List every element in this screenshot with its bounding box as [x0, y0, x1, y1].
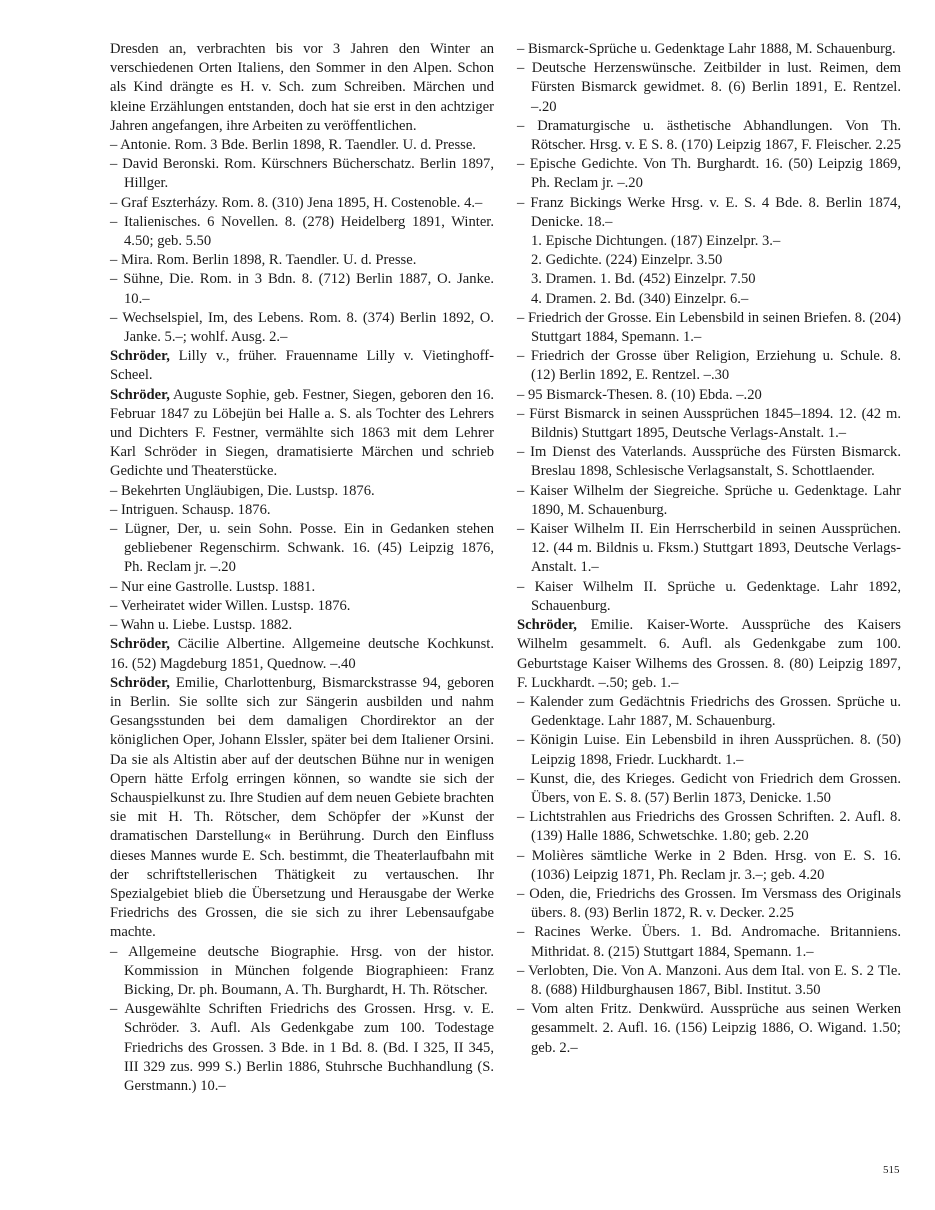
- work-item: – Kaiser Wilhelm der Siegreiche. Sprüche u. Gedenktage. Lahr 1890, M. Schauenburg.: [517, 482, 901, 518]
- work-item: – Bekehrten Ungläubigen, Die. Lustsp. 1876.: [110, 482, 375, 499]
- volume-item: 4. Dramen. 2. Bd. (340) Einzelpr. 6.–: [531, 290, 749, 307]
- work-item: – Fürst Bismarck in seinen Aussprüchen 1845–1894. 12. (42 m. Bildnis) Stuttgart 1895, Deutsche Verlags-Anstalt. 1.–: [517, 405, 901, 442]
- work-item: – Friedrich der Grosse. Ein Lebensbild in seinen Briefen. 8. (204) Stuttgart 1884, Spemann. 1.–: [517, 309, 901, 346]
- work-item: – Dramaturgische u. ästhetische Abhandlungen. Von Th. Rötscher. Hrsg. v. E S. 8. (170) Leipzig 1867, F. Fleischer. 2.25: [517, 117, 901, 154]
- work-item: – Verheiratet wider Willen. Lustsp. 1876.: [110, 597, 351, 614]
- volume-item: 2. Gedichte. (224) Einzelpr. 3.50: [531, 252, 723, 269]
- work-item: – David Beronski. Rom. Kürschners Bücherschatz. Berlin 1897, Hillger.: [110, 156, 494, 192]
- work-item: – Kaiser Wilhelm II. Sprüche u. Gedenktage. Lahr 1892, Schauenburg.: [517, 578, 901, 614]
- left-column: [110, 40, 494, 1096]
- work-item: – Molières sämtliche Werke in 2 Bden. Hrsg. von E. S. 16. (1036) Leipzig 1871, Ph. Reclam jr. 3.–; geb. 4.20: [517, 847, 901, 883]
- work-item: – Königin Luise. Ein Lebensbild in ihren Aussprüchen. 8. (50) Leipzig 1898, Friedr. Luckhardt. 1.–: [517, 732, 901, 768]
- work-item: – Ausgewählte Schriften Friedrichs des Grossen. Hrsg. v. E. Schröder. 3. Aufl. Als Gedenkgabe zum 100. Todestage Friedrichs des Grossen. 3 Bde. in 1 Bd. 8. (Bd. I 325, II 345, III 329 zus. 999 S.) Berlin 1886, Stuhrsche Buchhandlung (S. Gerstmann.) 10.–: [110, 1001, 494, 1094]
- author-surname: Schröder,: [110, 636, 170, 653]
- page-number: 515: [883, 1164, 900, 1176]
- work-item: – Oden, die, Friedrichs des Grossen. Im Versmass des Originals übers. 8. (93) Berlin 1872, R. v. Decker. 2.25: [517, 885, 901, 922]
- work-item: – Antonie. Rom. 3 Bde. Berlin 1898, R. Taendler. U. d. Presse.: [110, 137, 476, 154]
- volume-item: 1. Epische Dichtungen. (187) Einzelpr. 3.–: [531, 233, 781, 250]
- right-column: [517, 40, 901, 1058]
- work-item: – Friedrich der Grosse über Religion, Erziehung u. Schule. 8. (12) Berlin 1892, E. Rentzel. –.30: [517, 348, 901, 384]
- work-item: – Italienisches. 6 Novellen. 8. (278) Heidelberg 1891, Winter. 4.50; geb. 5.50: [110, 213, 494, 250]
- work-item: – Kunst, die, des Krieges. Gedicht von Friedrich dem Grossen. Übers, von E. S. 8. (57) Berlin 1873, Denicke. 1.50: [517, 770, 901, 806]
- author-surname: Schröder,: [110, 386, 170, 403]
- work-item: – Wechselspiel, Im, des Lebens. Rom. 8. (374) Berlin 1892, O. Janke. 5.–; wohlf. Ausg. 2.–: [110, 309, 494, 346]
- author-surname: Schröder,: [110, 348, 170, 365]
- author-entry-text: Emilie, Charlottenburg, Bismarckstrasse 94, geboren in Berlin. Sie sollte sich zur Sängerin ausbilden und nahm Gesangsstunden bei dem damaligen Chordirektor an der königlichen Oper, Johann Elssler, später bei dem Italiener Orsini. Da sie als Altistin aber auf der deutschen Bühne nur in wenigen Opern hätte Erfolg erringen können, so wandte sie sich der Schauspielkunst zu. Ihre Studien auf dem neuen Gebiete brachten sie mit H. Th. Rötscher, dem Schöpfer der »Kunst der dramatischen Darstellung« in Berührung. Durch den Einfluss dieses Mannes wurde E. Sch. bestimmt, die Theaterlaufbahn mit der schriftstellerischen Thätigkeit zu vertauschen. Ihr Spezialgebiet blieb die Übersetzung und Herausgabe der Werke Friedrichs des Grossen, die sie sich zu ihrer Lebensaufgabe machte.: [110, 674, 494, 941]
- author-entry: [110, 674, 494, 943]
- author-entry-text: Emilie. Kaiser-Worte. Aussprüche des Kaisers Wilhelm gesammelt. 6. Aufl. als Gedenkgabe zum 100. Geburtstage Kaiser Wilhems des Grossen. 8. (80) Leipzig 1897, F. Luckhardt. –.50; geb. 1.–: [517, 617, 901, 691]
- work-item: – Im Dienst des Vaterlands. Aussprüche des Fürsten Bismarck. Breslau 1898, Schlesische Verlagsanstalt, S. Schottlaender.: [517, 444, 901, 480]
- work-item: – Lügner, Der, u. sein Sohn. Posse. Ein in Gedanken stehen gebliebener Regenschirm. Schwank. 16. (45) Leipzig 1876, Ph. Reclam jr. –.20: [110, 521, 494, 576]
- author-entry: [517, 616, 901, 693]
- work-item: – Deutsche Herzenswünsche. Zeitbilder in lust. Reimen, dem Fürsten Bismarck gewidmet. 8. (6) Berlin 1891, E. Rentzel. –.20: [517, 60, 901, 115]
- work-item: – Franz Bickings Werke Hrsg. v. E. S. 4 Bde. 8. Berlin 1874, Denicke. 18.–: [517, 194, 901, 230]
- work-item: – 95 Bismarck-Thesen. 8. (10) Ebda. –.20: [517, 386, 762, 403]
- work-item: – Mira. Rom. Berlin 1898, R. Taendler. U. d. Presse.: [110, 252, 417, 269]
- work-item: – Sühne, Die. Rom. in 3 Bdn. 8. (712) Berlin 1887, O. Janke. 10.–: [110, 271, 494, 307]
- work-item: – Kalender zum Gedächtnis Friedrichs des Grossen. Sprüche u. Gedenktage. Lahr 1887, M. Schauenburg.: [517, 693, 901, 730]
- author-entry-text: Lilly v., früher. Frauenname Lilly v. Vietinghoff-Scheel.: [110, 348, 494, 384]
- work-item: – Verlobten, Die. Von A. Manzoni. Aus dem Ital. von E. S. 2 Tle. 8. (688) Hildburghausen 1867, Bibl. Institut. 3.50: [517, 962, 901, 998]
- author-entry-text: Auguste Sophie, geb. Festner, Siegen, geboren den 16. Februar 1847 zu Löbejün bei Halle a. S. als Tochter des Lehrers und Dichters F. Festner, vermählte sich 1863 mit dem Lehrer Karl Schröder in Siegen, dramatisierte Märchen und schrieb Gedichte und Theaterstücke.: [110, 386, 494, 480]
- work-item: – Lichtstrahlen aus Friedrichs des Grossen Schriften. 2. Aufl. 8. (139) Halle 1886, Schwetschke. 1.80; geb. 2.20: [517, 809, 901, 845]
- work-item: – Wahn u. Liebe. Lustsp. 1882.: [110, 617, 293, 634]
- work-item: – Racines Werke. Übers. 1. Bd. Andromache. Britanniens. Mithridat. 8. (215) Stuttgart 1884, Spemann. 1.–: [517, 924, 901, 960]
- work-item: – Intriguen. Schausp. 1876.: [110, 501, 271, 518]
- author-entry: [110, 386, 494, 482]
- author-surname: Schröder,: [517, 617, 577, 634]
- work-item: – Vom alten Fritz. Denkwürd. Aussprüche aus seinen Werken gesammelt. 2. Aufl. 16. (156) Leipzig 1886, O. Wigand. 1.50; geb. 2.–: [517, 1001, 901, 1056]
- author-entry-text: Cäcilie Albertine. Allgemeine deutsche Kochkunst. 16. (52) Magdeburg 1851, Quednow. –.40: [110, 636, 494, 672]
- work-item: – Nur eine Gastrolle. Lustsp. 1881.: [110, 578, 316, 595]
- author-surname: Schröder,: [110, 674, 170, 691]
- work-item: – Allgemeine deutsche Biographie. Hrsg. von der histor. Kommission in München folgende Biographieen: Franz Bicking, Dr. ph. Boumann, A. Th. Burghardt, H. Th. Rötscher.: [110, 943, 494, 998]
- work-item: – Graf Eszterházy. Rom. 8. (310) Jena 1895, H. Costenoble. 4.–: [110, 194, 483, 211]
- work-item: – Bismarck-Sprüche u. Gedenktage Lahr 1888, M. Schauenburg.: [517, 41, 896, 57]
- author-entry: [110, 347, 494, 385]
- volume-item: 3. Dramen. 1. Bd. (452) Einzelpr. 7.50: [531, 271, 756, 288]
- work-item: – Epische Gedichte. Von Th. Burghardt. 16. (50) Leipzig 1869, Ph. Reclam jr. –.20: [517, 156, 901, 192]
- author-entry: [110, 635, 494, 673]
- paragraph: Dresden an, verbrachten bis vor 3 Jahren den Winter an verschiedenen Orten Italiens, den Sommer in den Alpen. Schon als Kind drängte es H. v. Sch. zum Schreiben. Märchen und kleine Erzählungen entstanden, doch hat sie erst in den achtziger Jahren angefangen, ihre Arbeiten zu veröffentlichen.: [110, 41, 494, 134]
- work-item: – Kaiser Wilhelm II. Ein Herrscherbild in seinen Aussprüchen. 12. (44 m. Bildnis u. Fksm.) Stuttgart 1893, Deutsche Verlags-Anstalt. 1.–: [517, 521, 901, 576]
